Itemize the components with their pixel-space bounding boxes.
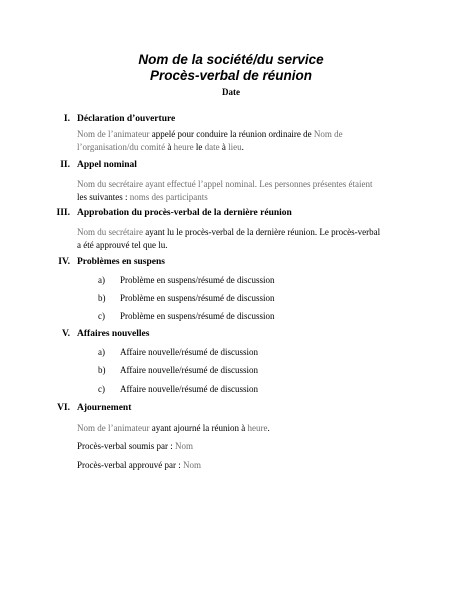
body-line [77, 422, 397, 435]
static-text: les suivantes : [77, 191, 130, 202]
list-text: Problème en suspens/résumé de discussion [120, 293, 275, 303]
approved-by-label: Procès-verbal approuvé par : [77, 460, 183, 470]
section-body [77, 128, 397, 153]
placeholder-text: lieu [228, 141, 242, 152]
section-title: Déclaration d’ouverture [77, 114, 176, 124]
section-number: III. [56, 208, 70, 218]
section-number: IV. [58, 257, 70, 267]
section-title: Ajournement [77, 403, 132, 413]
static-text: ayant ajourné la réunion à [149, 423, 248, 433]
static-text: appelé pour conduire la réunion ordinaire de [149, 129, 314, 139]
list-letter: b) [98, 365, 106, 375]
list-text: Affaire nouvelle/résumé de discussion [120, 384, 259, 394]
section-body [77, 422, 397, 435]
static-text: à [219, 141, 229, 152]
body-line [77, 128, 397, 141]
static-text: le [193, 141, 205, 152]
section-number: I. [63, 114, 70, 124]
body-line [77, 226, 397, 239]
placeholder-text: noms des participants [129, 191, 208, 202]
section-title: Problèmes en suspens [77, 257, 165, 267]
list-text: Affaire nouvelle/résumé de discussion [120, 347, 259, 357]
section-body [77, 178, 397, 203]
section-title: Appel nominal [77, 160, 137, 170]
placeholder-text: Nom du secrétaire [77, 179, 143, 189]
submitted-by-line [77, 440, 397, 453]
placeholder-text: Nom de [313, 129, 343, 139]
static-text: ayant lu le procès-verbal de la dernière réunion. Le procès-verbal [142, 227, 381, 237]
placeholder-text: date [204, 141, 220, 152]
static-text: . [241, 141, 244, 152]
static-text: a été approuvé tel que lu. [77, 239, 168, 250]
section-title: Approbation du procès-verbal de la dernière réunion [77, 208, 292, 218]
list-text: Problème en suspens/résumé de discussion [120, 311, 275, 321]
body-line [77, 178, 397, 191]
body-line [77, 141, 397, 154]
placeholder-text: l’organisation/du comité [77, 141, 166, 152]
placeholder-text: heure [247, 423, 268, 433]
section-title: Affaires nouvelles [77, 329, 150, 339]
company-name: Nom de la société/du service [138, 52, 324, 67]
placeholder-text: ayant effectué l’appel nominal. Les personnes présentes étaient [142, 179, 373, 189]
section-body [77, 226, 397, 251]
placeholder-text: heure [173, 141, 194, 152]
body-line [77, 191, 397, 204]
list-letter: a) [98, 275, 105, 285]
section-number: VI. [57, 403, 70, 413]
section-number: II. [60, 160, 70, 170]
document-title: Procès-verbal de réunion [149, 68, 313, 83]
placeholder-text: Nom de l’animateur [77, 423, 150, 433]
list-text: Problème en suspens/résumé de discussion [120, 275, 275, 285]
meeting-date: Date [222, 87, 240, 97]
body-line [77, 239, 397, 252]
placeholder-text: Nom du secrétaire [77, 227, 143, 237]
list-text: Affaire nouvelle/résumé de discussion [120, 365, 259, 375]
list-letter: b) [98, 293, 106, 303]
static-text: . [267, 423, 270, 433]
approved-by-line [77, 459, 397, 472]
submitted-by-name: Nom [174, 441, 193, 451]
list-letter: c) [98, 384, 105, 394]
submitted-by-label: Procès-verbal soumis par : [77, 441, 175, 451]
placeholder-text: Nom de l’animateur [77, 129, 150, 139]
list-letter: c) [98, 311, 105, 321]
list-letter: a) [98, 347, 105, 357]
approved-by-name: Nom [182, 460, 201, 470]
static-text: à [165, 141, 174, 152]
section-number: V. [61, 329, 70, 339]
